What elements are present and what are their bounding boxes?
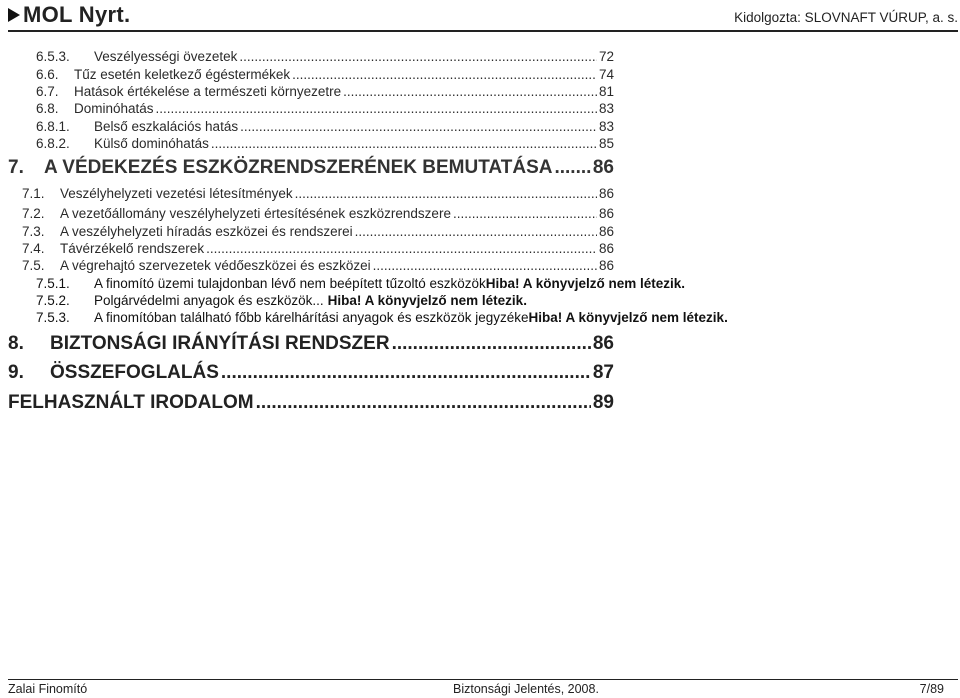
toc-page: 86: [598, 186, 614, 201]
toc-number: 7.1.: [22, 186, 45, 201]
toc-chapter[interactable]: [8, 362, 614, 384]
toc-entry[interactable]: [22, 206, 614, 221]
logo-triangle-icon: [8, 8, 20, 22]
toc-page: 74: [598, 67, 614, 82]
toc-error: Hiba! A könyvjelző nem létezik.: [528, 310, 728, 325]
toc-number: 6.8.1.: [36, 119, 70, 134]
toc-leader: [392, 333, 591, 355]
toc-leader: [211, 136, 597, 151]
toc-chapter[interactable]: [8, 157, 614, 179]
toc-leader: [292, 67, 597, 82]
toc-page: 85: [598, 136, 614, 151]
toc-title: A finomító üzemi tulajdonban lévő nem beépített tűzoltó eszközök: [94, 276, 486, 291]
toc-title: Hatások értékelése a természeti környezetre: [74, 84, 342, 99]
toc-page: 81: [598, 84, 614, 99]
company-logo: [8, 2, 130, 28]
toc-title: Külső dominóhatás: [94, 136, 209, 151]
toc-leader: [256, 392, 591, 414]
toc-entry[interactable]: [36, 119, 614, 134]
toc-number: 6.8.: [36, 101, 59, 116]
toc-leader: [554, 157, 590, 179]
footer-left: Zalai Finomító: [8, 682, 88, 696]
toc-page: 86: [598, 206, 614, 221]
toc-entry[interactable]: [36, 136, 614, 151]
toc-page: 89: [592, 392, 614, 413]
toc-page: 83: [598, 119, 614, 134]
toc-title: A végrehajtó szervezetek védőeszközei és eszközei: [60, 258, 371, 273]
toc-title: A VÉDEKEZÉS ESZKÖZRENDSZERÉNEK BEMUTATÁSA: [44, 157, 553, 178]
toc-leader: [355, 224, 597, 239]
toc-title: FELHASZNÁLT IRODALOM: [8, 392, 254, 413]
toc-entry[interactable]: [22, 224, 614, 239]
toc-page: 86: [598, 258, 614, 273]
toc-number: 7.2.: [22, 206, 45, 221]
footer-center: Biztonsági Jelentés, 2008.: [453, 682, 599, 696]
toc-entry[interactable]: [22, 241, 614, 256]
toc-title: A finomítóban található főbb kárelhárítási anyagok és eszközök jegyzéke: [94, 310, 529, 325]
toc-entry[interactable]: [36, 84, 614, 99]
toc-entry[interactable]: [36, 49, 614, 64]
toc-page: 86: [598, 224, 614, 239]
toc-title: Veszélyességi övezetek: [94, 49, 238, 64]
toc-leader: [156, 101, 597, 116]
page-header: [8, 2, 958, 32]
toc-leader: [206, 241, 597, 256]
toc-number: 7.3.: [22, 224, 45, 239]
toc-title: Távérzékelő rendszerek: [60, 241, 205, 256]
toc-title: Belső eszkalációs hatás: [94, 119, 239, 134]
toc-error: Hiba! A könyvjelző nem létezik.: [327, 293, 527, 308]
toc-entry[interactable]: [36, 67, 614, 82]
toc-title: A veszélyhelyzeti híradás eszközei és rendszerei: [60, 224, 353, 239]
toc-leader: [239, 49, 597, 64]
toc-title: ÖSSZEFOGLALÁS: [50, 362, 219, 383]
toc-title: Veszélyhelyzeti vezetési létesítmények: [60, 186, 293, 201]
toc-error: Hiba! A könyvjelző nem létezik.: [485, 276, 686, 291]
toc-page: 72: [598, 49, 614, 64]
toc-chapter[interactable]: [8, 392, 614, 414]
toc-page: 87: [592, 362, 614, 383]
toc-leader: [295, 186, 597, 201]
toc-number: 7.5.3.: [36, 310, 70, 325]
toc-number: 9.: [8, 362, 24, 383]
toc-leader: [453, 206, 597, 221]
toc-entry[interactable]: [22, 258, 614, 273]
toc-number: 6.8.2.: [36, 136, 70, 151]
toc-number: 6.7.: [36, 84, 59, 99]
toc-entry[interactable]: [36, 293, 527, 308]
toc-title: Tűz esetén keletkező égéstermékek: [74, 67, 291, 82]
toc-leader: [373, 258, 597, 273]
toc-number: 8.: [8, 333, 24, 354]
toc-leader: [240, 119, 597, 134]
toc-number: 6.6.: [36, 67, 59, 82]
toc-leader: ...: [312, 293, 324, 308]
toc-entry[interactable]: [22, 186, 614, 201]
toc-page: 86: [598, 241, 614, 256]
toc-number: 6.5.3.: [36, 49, 70, 64]
footer-page-number: 7/89: [919, 682, 944, 696]
toc-page: 86: [592, 333, 614, 354]
toc-chapter[interactable]: [8, 333, 614, 355]
toc-entry[interactable]: [36, 276, 685, 291]
toc-page: 83: [598, 101, 614, 116]
logo-text: MOL Nyrt.: [23, 2, 131, 27]
toc-number: 7.5.1.: [36, 276, 70, 291]
footer-divider: [8, 679, 958, 680]
toc-number: 7.5.: [22, 258, 45, 273]
toc-number: 7.5.2.: [36, 293, 70, 308]
toc-leader: [221, 362, 591, 384]
toc-title: A vezetőállomány veszélyhelyzeti értesítésének eszközrendszere: [60, 206, 451, 221]
toc-title: Dominóhatás: [74, 101, 154, 116]
toc-number: 7.4.: [22, 241, 45, 256]
toc-entry[interactable]: [36, 310, 728, 325]
toc-page: 86: [592, 157, 614, 178]
prepared-by: Kidolgozta: SLOVNAFT VÚRUP, a. s.: [734, 10, 958, 25]
toc-title: Polgárvédelmi anyagok és eszközök: [94, 293, 313, 308]
toc-title: BIZTONSÁGI IRÁNYÍTÁSI RENDSZER: [50, 333, 390, 354]
toc-leader: [343, 84, 597, 99]
toc-number: 7.: [8, 157, 24, 178]
toc-entry[interactable]: [36, 101, 614, 116]
header-divider: [8, 30, 958, 32]
